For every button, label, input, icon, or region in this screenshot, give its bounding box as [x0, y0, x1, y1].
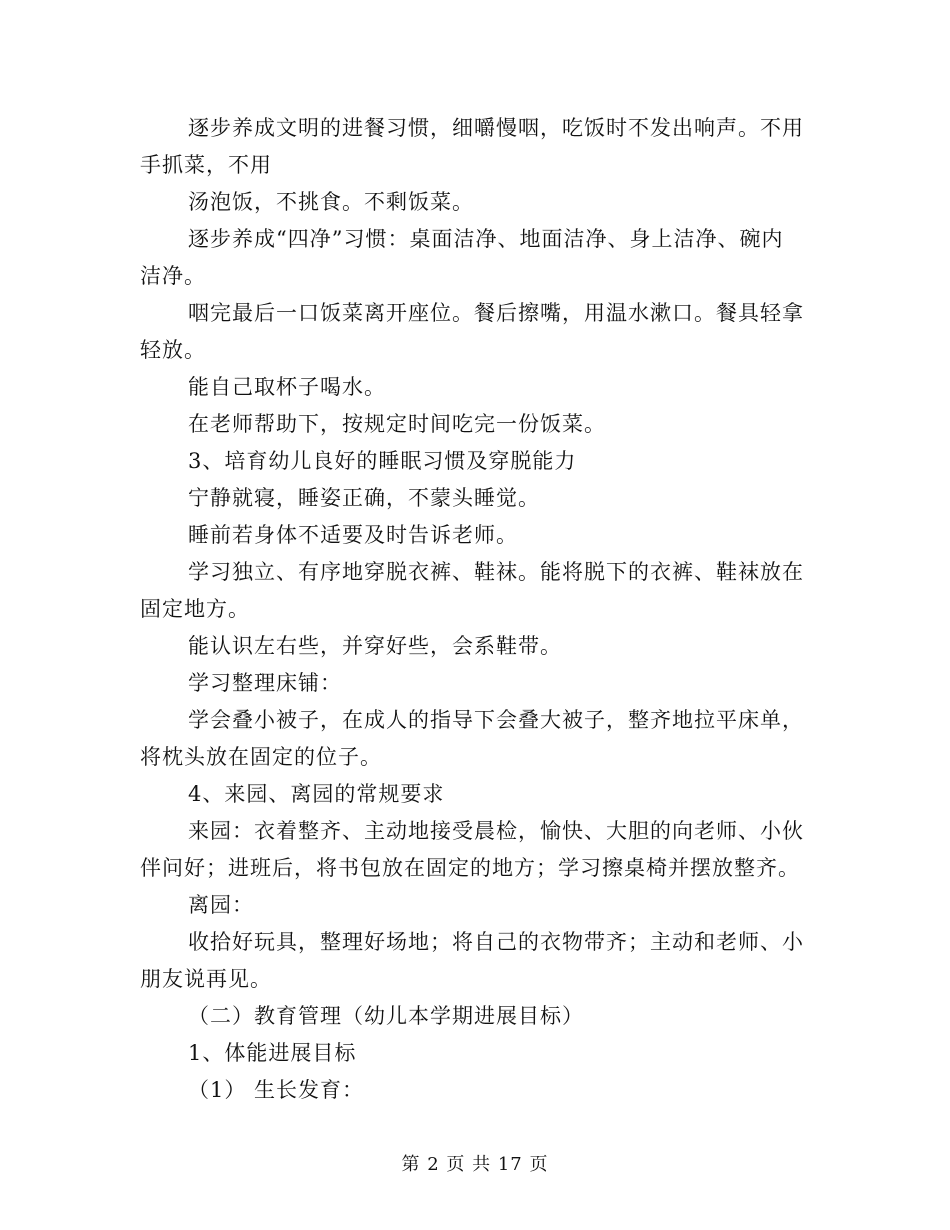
text-line: 能自己取杯子喝水。 — [188, 375, 386, 399]
section-heading: 4、来园、离园的常规要求 — [188, 782, 445, 806]
text-line: 收拾好玩具，整理好场地；将自己的衣物带齐；主动和老师、小 — [188, 930, 804, 954]
subsection-heading: （1） 生长发育： — [188, 1078, 365, 1102]
section-heading: 1、体能进展目标 — [188, 1041, 357, 1065]
text-line: 固定地方。 — [140, 597, 250, 621]
text-line: 在老师帮助下，按规定时间吃完一份饭菜。 — [188, 412, 606, 436]
text-line: 逐步养成文明的进餐习惯，细嚼慢咽，吃饭时不发出响声。不用 — [188, 116, 804, 140]
text-line: 学会叠小被子，在成人的指导下会叠大被子，整齐地拉平床单， — [188, 708, 804, 732]
section-heading: （二）教育管理（幼儿本学期进展目标） — [188, 1004, 584, 1028]
section-heading: 3、培育幼儿良好的睡眠习惯及穿脱能力 — [188, 449, 577, 473]
text-line: 学习独立、有序地穿脱衣裤、鞋袜。能将脱下的衣裤、鞋袜放在 — [188, 560, 804, 584]
text-line: 轻放。 — [140, 338, 206, 362]
text-line: 汤泡饭，不挑食。不剩饭菜。 — [188, 190, 474, 214]
text-line: 逐步养成“四净”习惯：桌面洁净、地面洁净、身上洁净、碗内 — [188, 227, 784, 251]
text-line: 来园：衣着整齐、主动地接受晨检，愉快、大胆的向老师、小伙 — [188, 819, 804, 843]
text-line: 离园： — [188, 893, 254, 917]
text-line: 朋友说再见。 — [140, 967, 272, 991]
text-line: 宁静就寝，睡姿正确，不蒙头睡觉。 — [188, 486, 540, 510]
text-line: 能认识左右些，并穿好些，会系鞋带。 — [188, 634, 562, 658]
text-line: 手抓菜，不用 — [140, 153, 272, 177]
text-line: 洁净。 — [140, 264, 206, 288]
text-line: 咽完最后一口饭菜离开座位。餐后擦嘴，用温水漱口。餐具轻拿 — [188, 301, 804, 325]
text-line: 学习整理床铺： — [188, 671, 342, 695]
text-line: 将枕头放在固定的位子。 — [140, 745, 382, 769]
page-number-footer: 第 2 页 共 17 页 — [401, 1154, 549, 1175]
text-line: 伴问好；进班后，将书包放在固定的地方；学习擦桌椅并摆放整齐。 — [140, 856, 800, 880]
text-line: 睡前若身体不适要及时告诉老师。 — [188, 523, 518, 547]
